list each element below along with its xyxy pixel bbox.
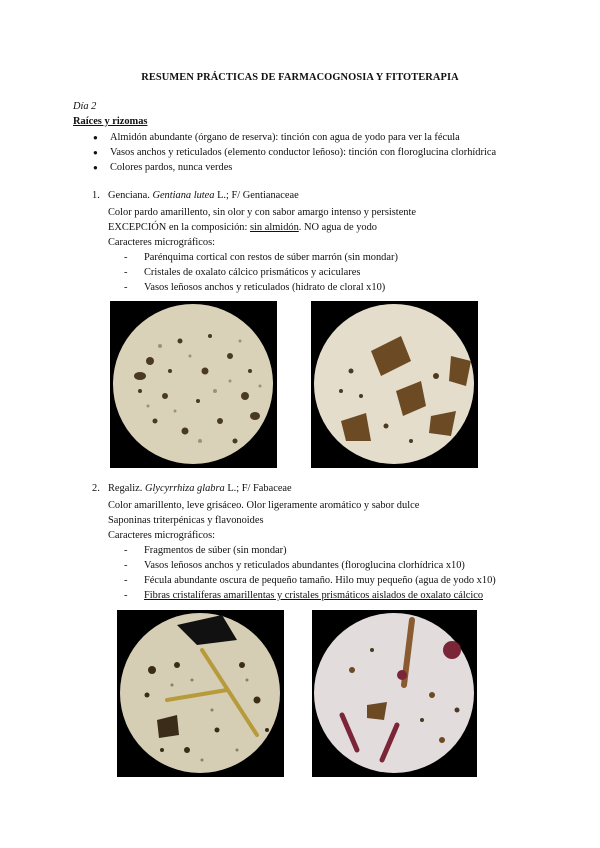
- document-title: RESUMEN PRÁCTICAS DE FARMACOGNOSIA Y FITOTERAPIA: [141, 72, 459, 83]
- item-number: 1.: [92, 190, 100, 201]
- micro-heading: Caracteres micrográficos:: [108, 237, 216, 248]
- item-description-genciana: [108, 205, 416, 250]
- micrograph-genciana-2: [311, 301, 478, 468]
- item-family: L.; F/ Fabaceae: [224, 483, 292, 494]
- item-name: Regaliz.: [108, 483, 143, 494]
- item-heading-regaliz: [92, 483, 292, 494]
- micro-list-genciana: [124, 250, 398, 295]
- micro-item: - Vasos leñosos anchos y reticulados abundantes (floroglucina clorhídrica x10): [124, 558, 496, 573]
- exception-line: [108, 220, 416, 235]
- micro-item: - Fragmentos de súber (sin mondar): [124, 543, 496, 558]
- exception-suffix: . NO agua de yodo: [298, 222, 377, 233]
- micro-item-underlined: [124, 588, 496, 603]
- bullet-item: ● Vasos anchos y reticulados (elemento conductor leñoso): tinción con floroglucina clorhídrica: [93, 145, 496, 160]
- micro-item: - Vasos leñosos anchos y reticulados (hidrato de cloral x10): [124, 280, 398, 295]
- micrograph-genciana-1: [110, 301, 277, 468]
- item-description-regaliz: [108, 498, 419, 543]
- micrograph-regaliz-1: [117, 610, 284, 777]
- micrograph-regaliz-2: [312, 610, 477, 777]
- micro-item: - Fécula abundante oscura de pequeño tamaño. Hilo muy pequeño (agua de yodo x10): [124, 573, 496, 588]
- micro-item: - Parénquima cortical con restos de súber marrón (sin mondar): [124, 250, 398, 265]
- micro-heading: Caracteres micrográficos:: [108, 530, 216, 541]
- item-name: Genciana.: [108, 190, 150, 201]
- micro-item: - Cristales de oxalato cálcico prismáticos y aciculares: [124, 265, 398, 280]
- description-line: Saponinas triterpénicas y flavonoides: [108, 515, 264, 526]
- item-heading-genciana: [92, 190, 299, 201]
- micro-list-regaliz: [124, 543, 496, 603]
- micro-underlined-text: Fibras cristalíferas amarillentas y cristales prismáticos aislados de oxalato cálcico: [144, 590, 484, 601]
- exception-underlined: sin almidón: [250, 222, 299, 233]
- item-family: L.; F/ Gentianaceae: [214, 190, 299, 201]
- item-latin-name: Gentiana lutea: [152, 190, 215, 201]
- section-heading: Raíces y rizomas: [73, 116, 148, 127]
- description-line: Color amarillento, leve grisáceo. Olor ligeramente aromático y sabor dulce: [108, 500, 420, 511]
- exception-prefix: EXCEPCIÓN en la composición:: [108, 222, 250, 233]
- item-latin-name: Glycyrrhiza glabra: [144, 483, 225, 494]
- description-line: Color pardo amarillento, sin olor y con sabor amargo intenso y persistente: [108, 207, 416, 218]
- bullet-item: ● Almidón abundante (órgano de reserva): tinción con agua de yodo para ver la fécula: [93, 130, 496, 145]
- day-label: Día 2: [73, 101, 97, 112]
- bullet-item: ● Colores pardos, nunca verdes: [93, 160, 496, 175]
- item-number: 2.: [92, 483, 100, 494]
- general-bullet-list: [93, 130, 496, 175]
